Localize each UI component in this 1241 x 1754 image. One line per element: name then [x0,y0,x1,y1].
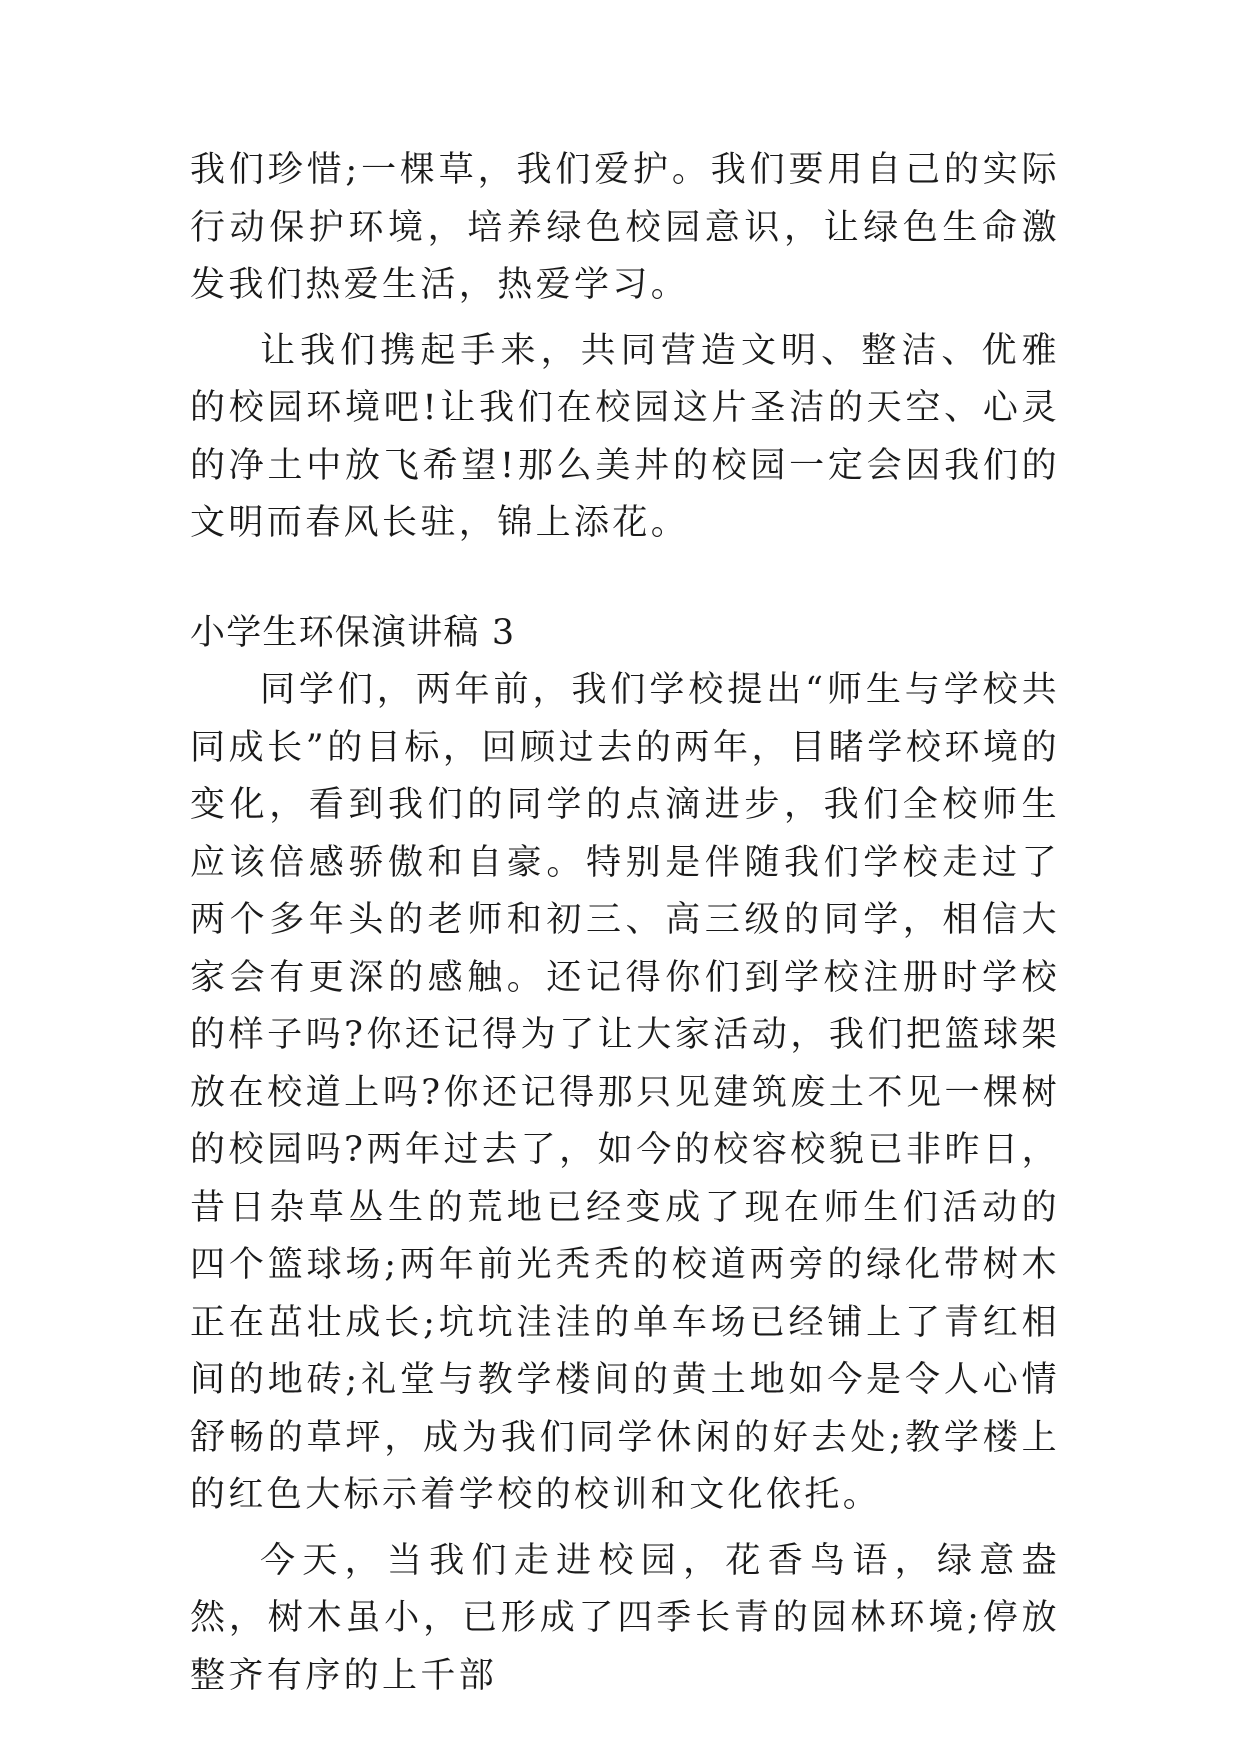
paragraph: 让我们携起手来，共同营造文明、整洁、优雅的校园环境吧!让我们在校园这片圣洁的天空、心灵的净土中放飞希望!那么美丼的校园一定会因我们的文明而春风长驻，锦上添花。 [190,330,1060,543]
paragraph-continuation: 我们珍惜;一棵草，我们爱护。我们要用自己的实际行动保护环境，培养绿色校园意识，让绿色生命激发我们热爱生活，热爱学习。 [190,150,1060,305]
document-body [190,142,1060,1713]
paragraph: 今天，当我们走进校园，花香鸟语，绿意盎然，树木虽小，已形成了四季长青的园林环境;停放整齐有序的上千部 [190,1540,1060,1696]
paragraph: 同学们，两年前，我们学校提出“师生与学校共同成长”的目标，回顾过去的两年，目睹学校环境的变化，看到我们的同学的点滴进步，我们全校师生应该倍感骄傲和自豪。特别是伴随我们学校走过了两个多年头的老师和初三、高三级的同学，相信大家会有更深的感触。还记得你们到学校注册时学校的样子吗?你还记得为了让大家活动，我们把篮球架放在校道上吗?你还记得那只见建筑废土不见一棵树的校园吗?两年过去了，如今的校容校貌已非昨日，昔日杂草丛生的荒地已经变成了现在师生们活动的四个篮球场;两年前光秃秃的校道两旁的绿化带树木正在茁壮成长;坑坑洼洼的单车场已经铺上了青红相间的地砖;礼堂与教学楼间的黄土地如今是令人心情舒畅的草坪，成为我们同学休闲的好去处;教学楼上的红色大标示着学校的校训和文化依托。 [190,670,1060,1515]
section-title: 小学生环保演讲稿 3 [190,612,516,653]
